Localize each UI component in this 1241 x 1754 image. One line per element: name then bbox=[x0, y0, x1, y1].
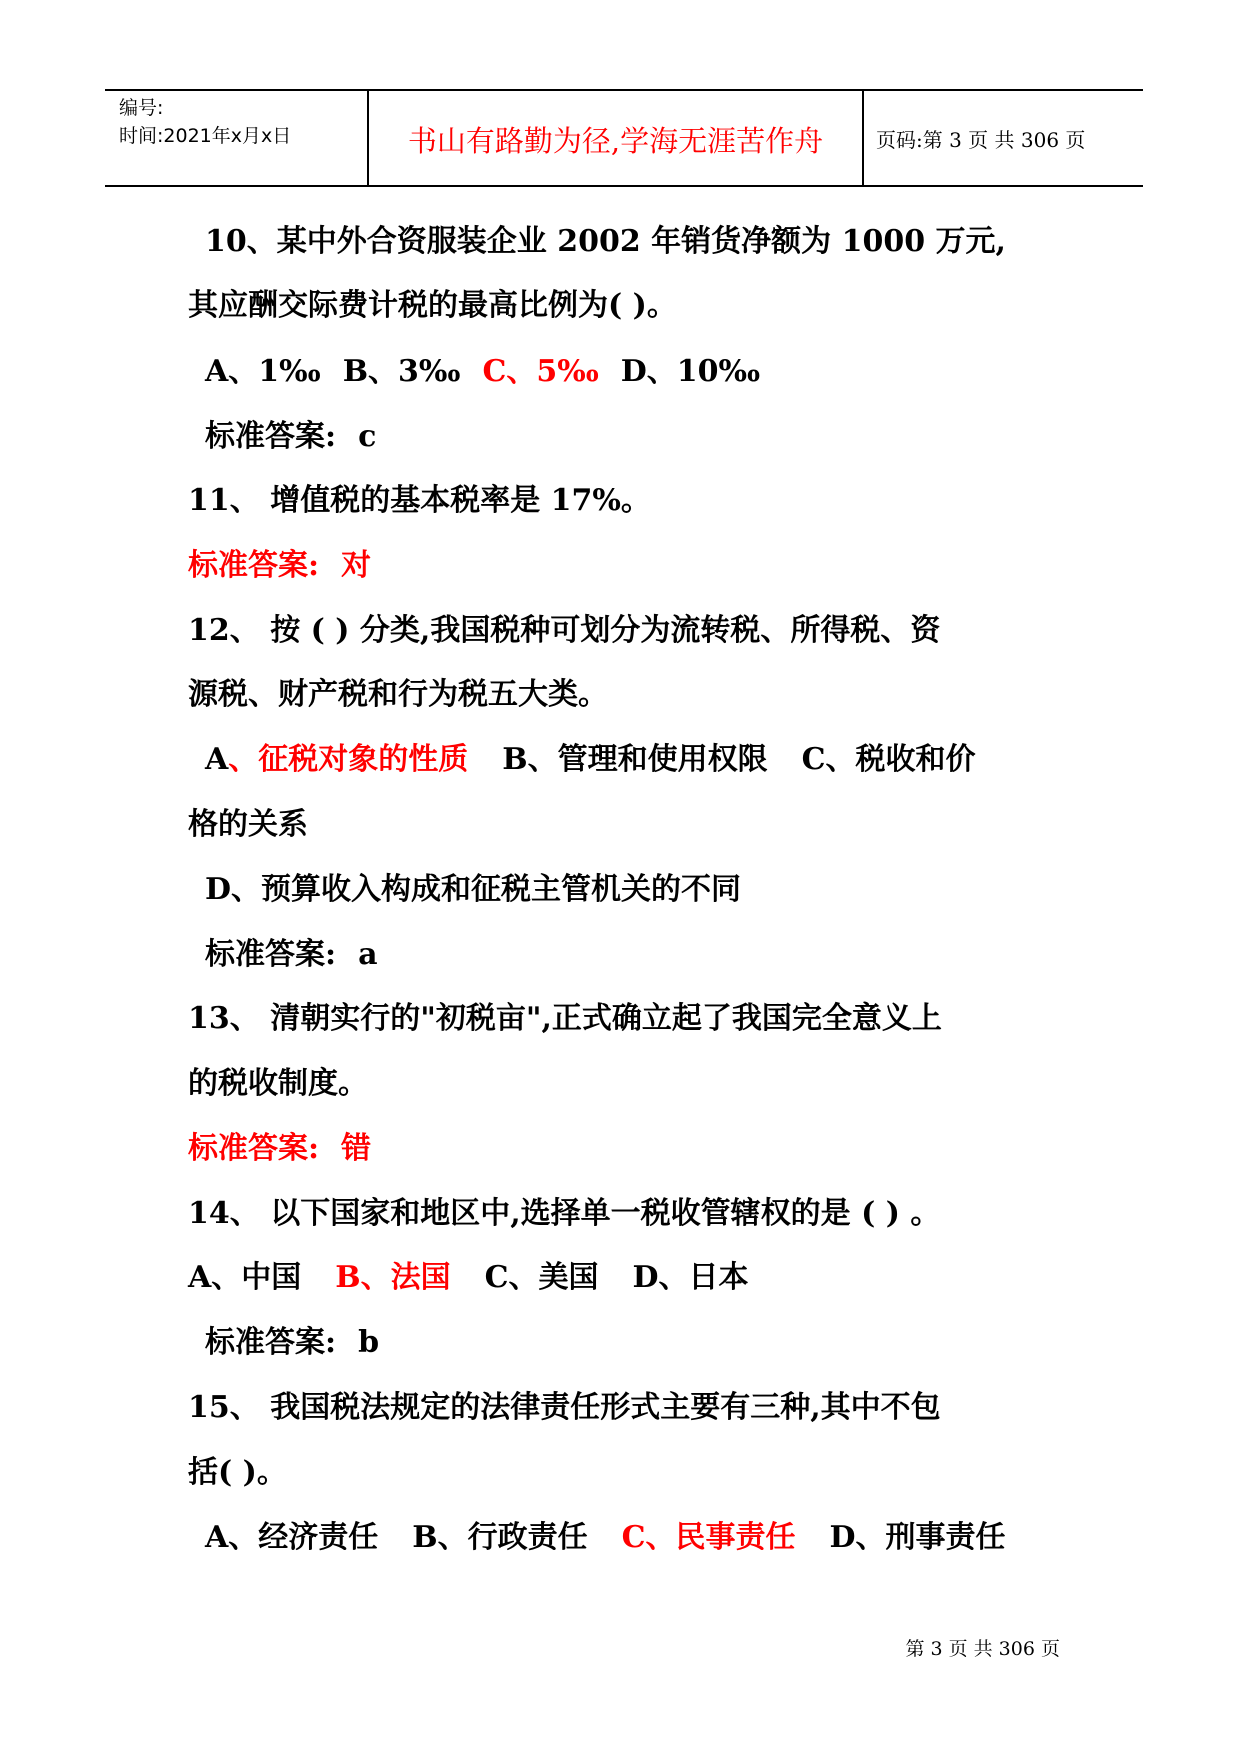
q13-answer-label: 标准答案: bbox=[188, 1131, 320, 1166]
q12-option-a: 、征税对象的性质 bbox=[228, 742, 469, 777]
header-page-number: 页码:第 3 页 共 306 页 bbox=[876, 128, 1086, 152]
q14-option-a: A、中国 bbox=[188, 1260, 302, 1295]
q11-line1: 11、 增值税的基本税率是 17%。 bbox=[188, 483, 651, 518]
q12-options-row1 bbox=[205, 740, 976, 780]
q15-option-b: B、行政责任 bbox=[412, 1520, 588, 1555]
document-time-label: 时间:2021年x月x日 bbox=[119, 125, 292, 147]
q10-option-b: B、3‰ bbox=[342, 354, 461, 389]
q15-option-d: D、刑事责任 bbox=[829, 1520, 1006, 1555]
q12-option-a-prefix: A bbox=[205, 742, 229, 777]
q10-line1: 10、某中外合资服装企业 2002 年销货净额为 1000 万元, bbox=[205, 224, 1006, 259]
q15-option-c: C、民事责任 bbox=[621, 1520, 796, 1555]
q14-answer-label: 标准答案: bbox=[205, 1325, 337, 1360]
q12-option-c: C、税收和价 bbox=[801, 742, 976, 777]
q13-line1: 13、 清朝实行的"初税亩",正式确立起了我国完全意义上 bbox=[188, 1001, 942, 1036]
q14-option-d: D、日本 bbox=[632, 1260, 749, 1295]
q12-option-c-cont: 格的关系 bbox=[188, 807, 308, 842]
q12-option-d: D、预算收入构成和征税主管机关的不同 bbox=[205, 872, 742, 907]
q12-answer-value: a bbox=[358, 937, 378, 972]
q12-line2: 源税、财产税和行为税五大类。 bbox=[188, 677, 608, 712]
q13-answer bbox=[188, 1129, 371, 1169]
q10-option-c: C、5‰ bbox=[482, 354, 599, 389]
document-number-label: 编号: bbox=[119, 97, 164, 119]
q14-answer-value: b bbox=[358, 1325, 380, 1360]
q14-line1: 14、 以下国家和地区中,选择单一税收管辖权的是 ( ) 。 bbox=[188, 1196, 941, 1231]
q12-line1: 12、 按 ( ) 分类,我国税种可划分为流转税、所得税、资 bbox=[188, 613, 941, 648]
q12-option-b: B、管理和使用权限 bbox=[502, 742, 768, 777]
q14-option-c: C、美国 bbox=[484, 1260, 599, 1295]
q13-answer-value: 错 bbox=[341, 1131, 372, 1166]
q11-answer-value: 对 bbox=[341, 548, 372, 583]
q15-line1: 15、 我国税法规定的法律责任形式主要有三种,其中不包 bbox=[188, 1390, 941, 1425]
q12-answer bbox=[205, 935, 378, 975]
q13-line2: 的税收制度。 bbox=[188, 1066, 368, 1101]
q14-options bbox=[188, 1258, 749, 1298]
header-motto-cell bbox=[369, 91, 864, 185]
q10-option-a: A、1‰ bbox=[205, 354, 321, 389]
q14-answer bbox=[205, 1323, 379, 1363]
header-page-cell bbox=[864, 91, 1143, 185]
q10-options bbox=[205, 352, 760, 392]
q10-answer-value: c bbox=[358, 419, 377, 454]
q14-option-b: B、法国 bbox=[335, 1260, 451, 1295]
header-meta-cell bbox=[105, 91, 369, 185]
q11-answer-label: 标准答案: bbox=[188, 548, 320, 583]
q15-line2: 括( )。 bbox=[188, 1455, 287, 1490]
q12-answer-label: 标准答案: bbox=[205, 937, 337, 972]
q10-option-d: D、10‰ bbox=[620, 354, 761, 389]
q11-answer bbox=[188, 546, 371, 586]
q10-line2: 其应酬交际费计税的最高比例为( )。 bbox=[188, 288, 677, 323]
header-motto: 书山有路勤为径,学海无涯苦作舟 bbox=[407, 124, 824, 158]
page-header bbox=[105, 89, 1143, 187]
q10-answer-label: 标准答案: bbox=[205, 419, 337, 454]
q10-answer bbox=[205, 417, 376, 457]
q15-option-a: A、经济责任 bbox=[205, 1520, 379, 1555]
q15-options bbox=[205, 1518, 1006, 1558]
page-footer: 第 3 页 共 306 页 bbox=[905, 1638, 1060, 1660]
